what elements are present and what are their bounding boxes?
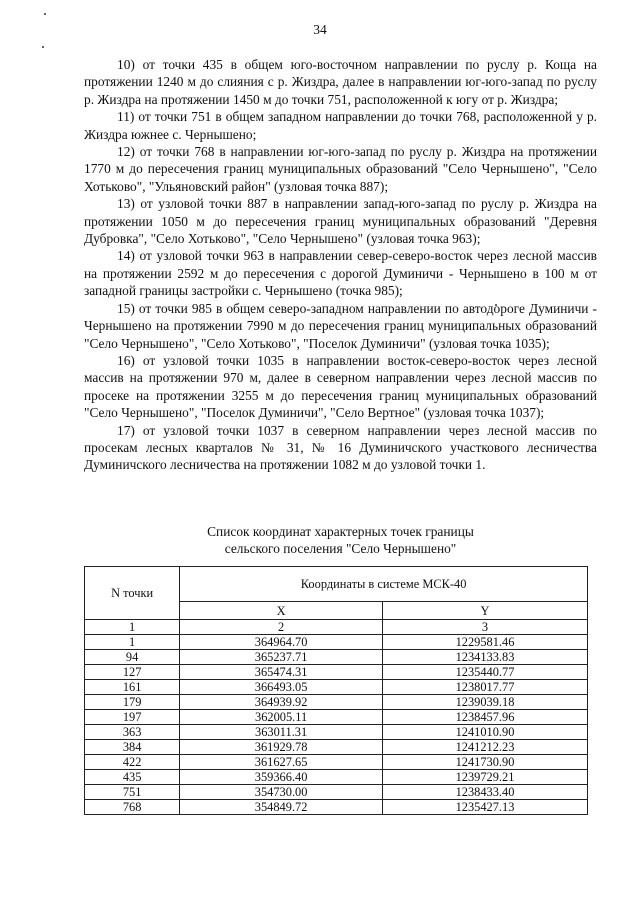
point-number-cell: 161 xyxy=(85,680,180,695)
paragraph-item-10: 10) от точки 435 в общем юго-восточном направлении по руслу р. Коща на протяжении 1240 м до слияния с р. Жиздра, далее в направлении юг-юго-запад по руслу р. Жиздра на протяжении 1450 м до точки 751, расположенной к югу от р. Жиздра; xyxy=(84,57,597,107)
point-number-cell: 197 xyxy=(85,710,180,725)
table-row xyxy=(85,770,588,785)
scan-mark xyxy=(42,46,44,48)
table-caption-line-1: Список координат характерных точек границы xyxy=(207,524,474,539)
table-row xyxy=(85,725,588,740)
point-number-cell: 768 xyxy=(85,800,180,815)
x-coordinate-cell: 354730.00 xyxy=(180,785,383,800)
y-coordinate-cell: 1241212.23 xyxy=(382,740,587,755)
y-coordinate-cell: 1239039.18 xyxy=(382,695,587,710)
y-coordinate-cell: 1229581.46 xyxy=(382,635,587,650)
table-row xyxy=(85,650,588,665)
x-coordinate-cell: 363011.31 xyxy=(180,725,383,740)
x-coordinate-cell: 366493.05 xyxy=(180,680,383,695)
paragraph-item-15: 15) от точки 985 в общем северо-западном направлении по автодороге Думиничи - Чернышено на протяжении 7990 м до пересечения границ муниципальных образований "Село Чернышено", "Село Хотьково", "Поселок Думиничи" (узловая точка 1035); xyxy=(84,300,597,351)
x-coordinate-cell: 365237.71 xyxy=(180,650,383,665)
table-row xyxy=(85,740,588,755)
paragraph-item-17: 17) от узловой точки 1037 в северном направлении через лесной массив по просекам лесных кварталов № 31, № 16 Думиничского участкового лесничества Думиничского лесничества на протяжении 1082 м до узловой точки 1. xyxy=(84,422,597,473)
point-number-cell: 1 xyxy=(85,635,180,650)
paragraph-item-14: 14) от узловой точки 963 в направлении север-северо-восток через лесной массив на протяжении 2592 м до пересечения с дорогой Думиничи - Чернышено в 100 м от западной границы застройки с. Чернышено (точка 985); xyxy=(84,248,597,299)
point-number-cell: 422 xyxy=(85,755,180,770)
paragraph-item-12: 12) от точки 768 в направлении юг-юго-запад по руслу р. Жиздра на протяжении 1770 м до пересечения границ муниципальных образований "Село Чернышено", "Село Хотьково", "Ульяновский район" (узловая точка 887); xyxy=(84,144,597,194)
y-coordinate-cell: 1239729.21 xyxy=(382,770,587,785)
table-row xyxy=(85,785,588,800)
x-coordinate-cell: 365474.31 xyxy=(180,665,383,680)
header-x: X xyxy=(180,602,383,620)
body-text xyxy=(84,56,597,474)
column-index: 1 xyxy=(85,620,180,635)
point-number-cell: 179 xyxy=(85,695,180,710)
header-y: Y xyxy=(382,602,587,620)
table-row xyxy=(85,665,588,680)
table-row xyxy=(85,680,588,695)
table-row xyxy=(85,635,588,650)
y-coordinate-cell: 1238433.40 xyxy=(382,785,587,800)
table-caption xyxy=(84,523,597,557)
coordinates-table xyxy=(84,566,588,815)
column-index: 3 xyxy=(382,620,587,635)
point-number-cell: 363 xyxy=(85,725,180,740)
column-index: 2 xyxy=(180,620,383,635)
point-number-cell: 94 xyxy=(85,650,180,665)
y-coordinate-cell: 1241010.90 xyxy=(382,725,587,740)
table-row xyxy=(85,800,588,815)
point-number-cell: 384 xyxy=(85,740,180,755)
y-coordinate-cell: 1234133.83 xyxy=(382,650,587,665)
table-caption-line-2: сельского поселения "Село Чернышено" xyxy=(224,541,457,556)
point-number-cell: 435 xyxy=(85,770,180,785)
x-coordinate-cell: 364964.70 xyxy=(180,635,383,650)
x-coordinate-cell: 364939.92 xyxy=(180,695,383,710)
table-row xyxy=(85,710,588,725)
x-coordinate-cell: 361929.78 xyxy=(180,740,383,755)
table-row xyxy=(85,755,588,770)
header-coordinate-system: Координаты в системе МСК-40 xyxy=(180,567,588,602)
paragraph-item-11: 11) от точки 751 в общем западном направлении до точки 768, расположенной у р. Жиздра южнее с. Чернышено; xyxy=(84,109,597,142)
y-coordinate-cell: 1241730.90 xyxy=(382,755,587,770)
y-coordinate-cell: 1235427.13 xyxy=(382,800,587,815)
table-row xyxy=(85,695,588,710)
scan-mark xyxy=(44,13,46,15)
x-coordinate-cell: 354849.72 xyxy=(180,800,383,815)
point-number-cell: 751 xyxy=(85,785,180,800)
y-coordinate-cell: 1238457.96 xyxy=(382,710,587,725)
paragraph-item-13: 13) от узловой точки 887 в направлении запад-юго-запад по руслу р. Жиздра на протяжении 1050 м до пересечения границ муниципальных образований "Деревня Дубровка", "Село Хотьково", "Село Чернышено" (узловая точка 963); xyxy=(84,196,597,247)
header-point-number: N точки xyxy=(85,567,180,620)
x-coordinate-cell: 361627.65 xyxy=(180,755,383,770)
point-number-cell: 127 xyxy=(85,665,180,680)
x-coordinate-cell: 362005.11 xyxy=(180,710,383,725)
page-number: 34 xyxy=(313,22,327,37)
paragraph-item-16: 16) от узловой точки 1035 в направлении восток-северо-восток через лесной массив на протяжении 970 м, далее в северном направлении через лесной массив по просеке на протяжении 3255 м до пересечения границ муниципальных образований "Село Чернышено", "Поселок Думиничи", "Село Вертное" (узловая точка 1037); xyxy=(84,352,597,421)
x-coordinate-cell: 359366.40 xyxy=(180,770,383,785)
y-coordinate-cell: 1238017.77 xyxy=(382,680,587,695)
y-coordinate-cell: 1235440.77 xyxy=(382,665,587,680)
